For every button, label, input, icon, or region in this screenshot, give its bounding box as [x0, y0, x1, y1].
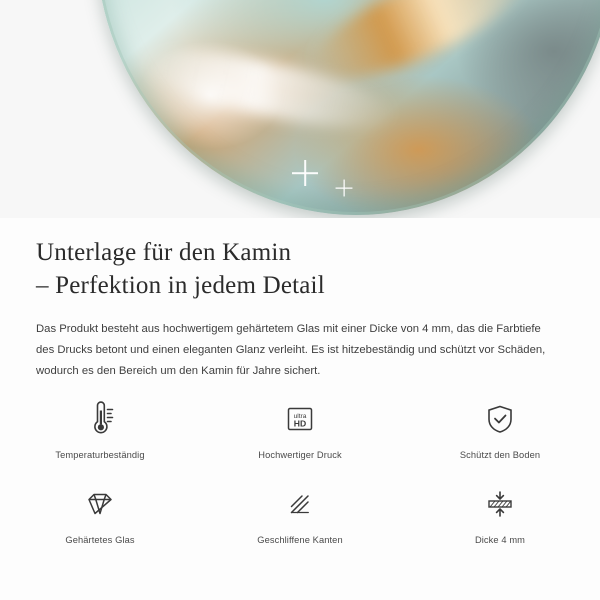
page-title	[0, 218, 600, 302]
feature-item-tempered-glass	[0, 480, 200, 545]
thickness-arrows-icon	[478, 480, 522, 528]
product-description: Das Produkt besteht aus hochwertigem gehärtetem Glas mit einer Dicke von 4 mm, das die Farbtiefe des Drucks betont und einen eleganten Glanz verleiht. Es ist hitzebeständig und schützt vor Schäden, wodurch es den Bereich um den Kamin für Jahre sichert.	[36, 323, 546, 377]
feature-item-polished-edges	[200, 480, 400, 545]
polished-edges-icon	[278, 480, 322, 528]
ultra-hd-icon	[278, 395, 322, 443]
shield-check-icon	[478, 395, 522, 443]
glass-fireplace-plate-photo	[96, 0, 600, 215]
feature-item-temperature	[0, 395, 200, 460]
sparkle-icon	[336, 180, 353, 197]
feature-grid	[0, 395, 600, 545]
feature-item-thickness	[400, 480, 600, 545]
feature-label: Hochwertiger Druck	[258, 450, 342, 460]
headline-line-1: Unterlage für den Kamin	[36, 239, 292, 266]
text-content-section	[0, 218, 600, 382]
svg-text:HD: HD	[293, 418, 307, 429]
svg-text:ultra: ultra	[293, 413, 307, 420]
feature-label: Dicke 4 mm	[474, 535, 526, 545]
feature-label: Temperaturbeständig	[55, 450, 145, 460]
thermometer-icon	[78, 395, 122, 443]
sparkle-icon	[292, 160, 318, 186]
feature-label: Geschliffene Kanten	[257, 535, 343, 545]
headline-line-2: – Perfektion in jedem Detail	[36, 272, 325, 299]
hero-image-section	[0, 0, 600, 218]
diamond-icon	[78, 480, 122, 528]
feature-label: Gehärtetes Glas	[65, 535, 135, 545]
feature-item-print-quality	[200, 395, 400, 460]
feature-item-floor-protection	[400, 395, 600, 460]
feature-label: Schützt den Boden	[459, 450, 541, 460]
